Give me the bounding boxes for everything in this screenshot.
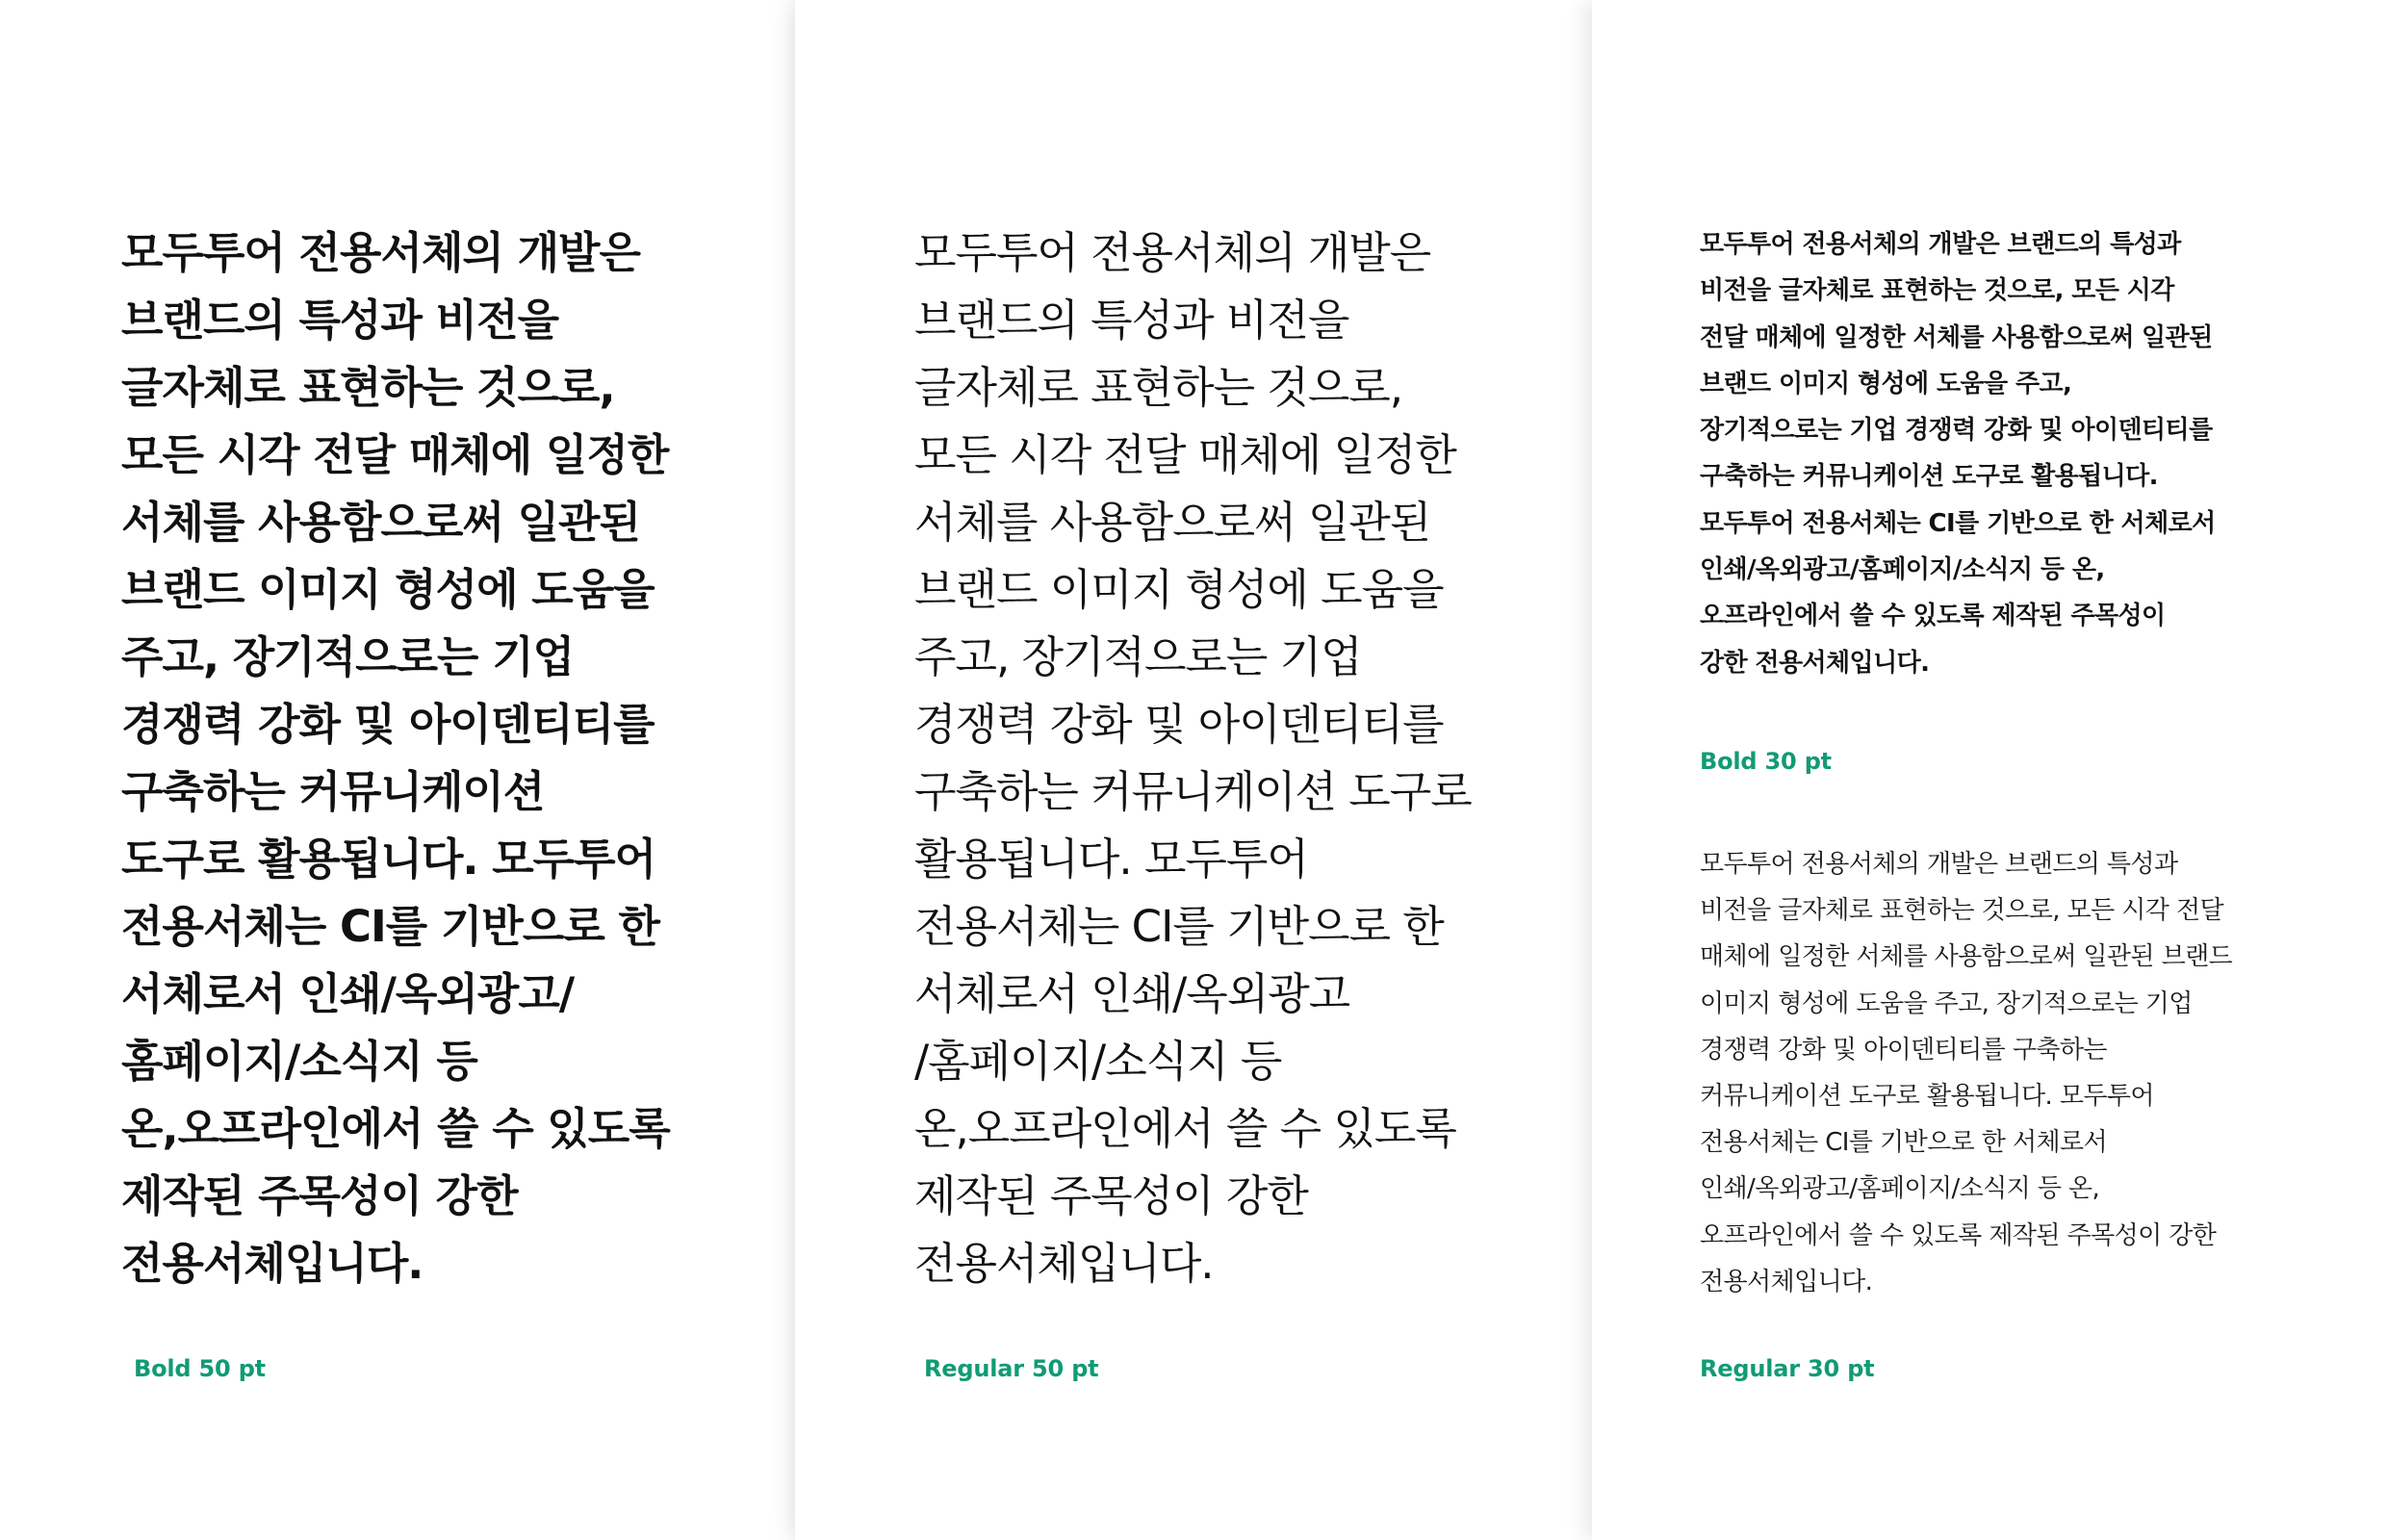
regular-30-caption: Regular 30 pt bbox=[1700, 1355, 1875, 1382]
regular-50-panel bbox=[795, 0, 1592, 1540]
bold-30-caption: Bold 30 pt bbox=[1700, 748, 1832, 775]
bold-50-panel bbox=[0, 0, 795, 1540]
size-30-panel bbox=[1592, 0, 2387, 1540]
bold-50-caption: Bold 50 pt bbox=[134, 1355, 266, 1382]
bold-50-sample-text: 모두투어 전용서체의 개발은 브랜드의 특성과 비전을 글자체로 표현하는 것으로, 모든 시각 전달 매체에 일정한 서체를 사용함으로써 일관된 브랜드 이미지 형성에 도움을 주고, 장기적으로는 기업 경쟁력 강화 및 아이덴티티를 구축하는 커뮤니케이션 도구로 활용됩니다. 모두투어 전용서체는 CI를 기반으로 한 서체로서 인쇄/옥외광고/ 홈페이지/소식지 등 온,오프라인에서 쓸 수 있도록 제작된 주목성이 강한 전용서체입니다. bbox=[121, 227, 670, 1289]
regular-50-caption: Regular 50 pt bbox=[924, 1355, 1099, 1382]
regular-30-sample-text: 모두투어 전용서체의 개발은 브랜드의 특성과 비전을 글자체로 표현하는 것으로, 모든 시각 전달 매체에 일정한 서체를 사용함으로써 일관된 브랜드 이미지 형성에 도움을 주고, 장기적으로는 기업 경쟁력 강화 및 아이덴티티를 구축하는 커뮤니케이션 도구로 활용됩니다. 모두투어 전용서체는 CI를 기반으로 한 서체로서 인쇄/옥외광고/홈페이지/소식지 등 온, 오프라인에서 쓸 수 있도록 제작된 주목성이 강한 전용서체입니다. bbox=[1700, 850, 2233, 1296]
regular-50-sample-text: 모두투어 전용서체의 개발은 브랜드의 특성과 비전을 글자체로 표현하는 것으로, 모든 시각 전달 매체에 일정한 서체를 사용함으로써 일관된 브랜드 이미지 형성에 도움을 주고, 장기적으로는 기업 경쟁력 강화 및 아이덴티티를 구축하는 커뮤니케이션 도구로 활용됩니다. 모두투어 전용서체는 CI를 기반으로 한 서체로서 인쇄/옥외광고 /홈페이지/소식지 등 온,오프라인에서 쓸 수 있도록 제작된 주목성이 강한 전용서체입니다. bbox=[914, 227, 1472, 1289]
bold-30-sample-text: 모두투어 전용서체의 개발은 브랜드의 특성과 비전을 글자체로 표현하는 것으로, 모든 시각 전달 매체에 일정한 서체를 사용함으로써 일관된 브랜드 이미지 형성에 도움을 주고, 장기적으로는 기업 경쟁력 강화 및 아이덴티티를 구축하는 커뮤니케이션 도구로 활용됩니다. 모두투어 전용서체는 CI를 기반으로 한 서체로서 인쇄/옥외광고/홈페이지/소식지 등 온, 오프라인에서 쓸 수 있도록 제작된 주목성이 강한 전용서체입니다. bbox=[1700, 230, 2216, 678]
